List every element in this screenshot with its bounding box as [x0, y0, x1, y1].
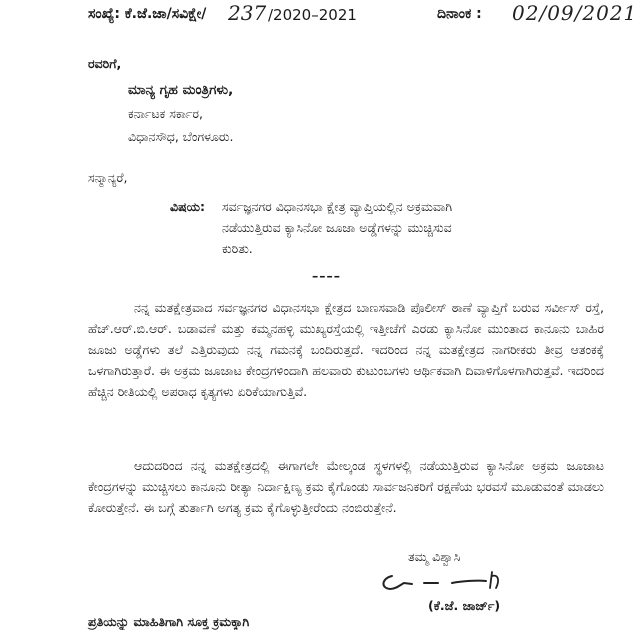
subject-line: ಸರ್ವಜ್ಞನಗರ ವಿಧಾನಸಭಾ ಕ್ಷೇತ್ರ ವ್ಯಾಪ್ತಿಯಲ್ಲಿನ ಅಕ್ರಮವಾಗಿ: [222, 199, 453, 214]
subject-line: ನಡೆಯುತ್ತಿರುವ ಕ್ಯಾಸಿನೋ ಜೂಜಾ ಅಡ್ಡೆಗಳನ್ನು ಮುಚ್ಚಿಸುವ: [222, 220, 452, 235]
date-handwritten: 02/09/2021: [512, 1, 638, 25]
subject-text: [222, 196, 572, 259]
body-paragraph-1: ನನ್ನ ಮತಕ್ಷೇತ್ರವಾದ ಸರ್ವಜ್ಞನಗರ ವಿಧಾನಸಭಾ ಕ್ಷೇತ್ರದ ಬಾಣಸವಾಡಿ ಪೊಲೀಸ್ ಠಾಣೆ ವ್ಯಾಪ್ತಿಗೆ ಬರುವ ಸರ್ವೀಸ್ ರಸ್ತೆ, ಹೆಚ್.ಆರ್.ಬಿ.ಆರ್. ಬಡಾವಣೆ ಮತ್ತು ಕಮ್ಮನಹಳ್ಳಿ ಮುಖ್ಯರಸ್ತೆಯಲ್ಲಿ ಇತ್ತೀಚೆಗೆ ಎರಡು ಕ್ಯಾಸಿನೋ ಮುಂತಾದ ಕಾನೂನು ಬಾಹಿರ ಜೂಜು ಅಡ್ಡೆಗಳು ತಲೆ ಎತ್ತಿರುವುದು ನನ್ನ ಗಮನಕ್ಕೆ ಬಂದಿರುತ್ತದೆ. ಇದರಿಂದ ನನ್ನ ಮತಕ್ಷೇತ್ರದ ನಾಗರೀಕರು ತೀವ್ರ ಆತಂಕಕ್ಕೆ ಒಳಗಾಗಿರುತ್ತಾರೆ. ಈ ಅಕ್ರಮ ಜೂಜಾಟ ಕೇಂದ್ರಗಳಿಂದಾಗಿ ಹಲವಾರು ಕುಟುಂಬಗಳು ಆರ್ಥಿಕವಾಗಿ ದಿವಾಳಿಗೊಳಗಾಗಿರುತ್ತವೆ. ಇದರಿಂದ ಹೆಚ್ಚಿನ ರೀತಿಯಲ್ಲಿ ಅಪರಾಧ ಕೃತ್ಯಗಳು ಏರಿಕೆಯಾಗುತ್ತಿವೆ.: [88, 300, 604, 399]
copy-to-line: ಪ್ರತಿಯನ್ನು ಮಾಹಿತಿಗಾಗಿ ಸೂಕ್ತ ಕ್ರಮಕ್ಕಾಗಿ: [88, 614, 250, 629]
recipient-to: ರವರಿಗೆ,: [88, 56, 122, 71]
body-paragraph-2: ಆದುದರಿಂದ ನನ್ನ ಮತಕ್ಷೇತ್ರದಲ್ಲಿ ಈಗಾಗಲೇ ಮೇಲ್ಕಂಡ ಸ್ಥಳಗಳಲ್ಲಿ ನಡೆಯುತ್ತಿರುವ ಕ್ಯಾಸಿನೋ ಅಕ್ರಮ ಜೂಜಾಟ ಕೇಂದ್ರಗಳನ್ನು ಮುಚ್ಚಿಸಲು ಕಾನೂನು ರೀತ್ಯಾ ನಿರ್ದಾಕ್ಷಿಣ್ಯ ಕ್ರಮ ಕೈಗೊಂಡು ಸಾರ್ವಜನಿಕರಿಗೆ ರಕ್ಷಣೆಯ ಭರವಸೆ ಮೂಡುವಂತೆ ಮಾಡಲು ಕೋರುತ್ತೇನೆ. ಈ ಬಗ್ಗೆ ತುರ್ತಾಗಿ ಅಗತ್ಯ ಕ್ರಮ ಕೈಗೊಳ್ಳುತ್ತೀರೆಂದು ನಂಬಿರುತ್ತೇನೆ.: [88, 458, 604, 515]
reference-number-label: ಸಂಖ್ಯೆ: ಕೆ.ಜೆ.ಜಾ/ಸವಿಕ್ಷೇ/: [88, 6, 207, 22]
subject-line: ಕುರಿತು.: [222, 241, 253, 256]
recipient-line-1: ಕರ್ನಾಟಕ ಸರ್ಕಾರ,: [128, 106, 203, 121]
date-label: ದಿನಾಂಕ :: [437, 6, 482, 22]
subject-label: ವಿಷಯ:: [170, 199, 205, 214]
closing-yours-faithfully: ತಮ್ಮ ವಿಶ್ವಾಸಿ: [408, 549, 461, 564]
recipient-title: ಮಾನ್ಯ ಗೃಹ ಮಂತ್ರಿಗಳು,: [128, 82, 234, 98]
salutation: ಸನ್ಮಾನ್ಯರೆ,: [88, 170, 128, 185]
signatory-name: (ಕೆ.ಜೆ. ಜಾರ್ಜ್): [428, 598, 501, 613]
recipient-line-2: ವಿಧಾನಸೌಧ, ಬೆಂಗಳೂರು.: [128, 129, 234, 144]
reference-year: /2020–2021: [268, 6, 357, 24]
separator-dashes: ––––: [312, 268, 341, 283]
signature-image: [378, 568, 518, 596]
reference-number-handwritten: 237: [228, 1, 267, 25]
